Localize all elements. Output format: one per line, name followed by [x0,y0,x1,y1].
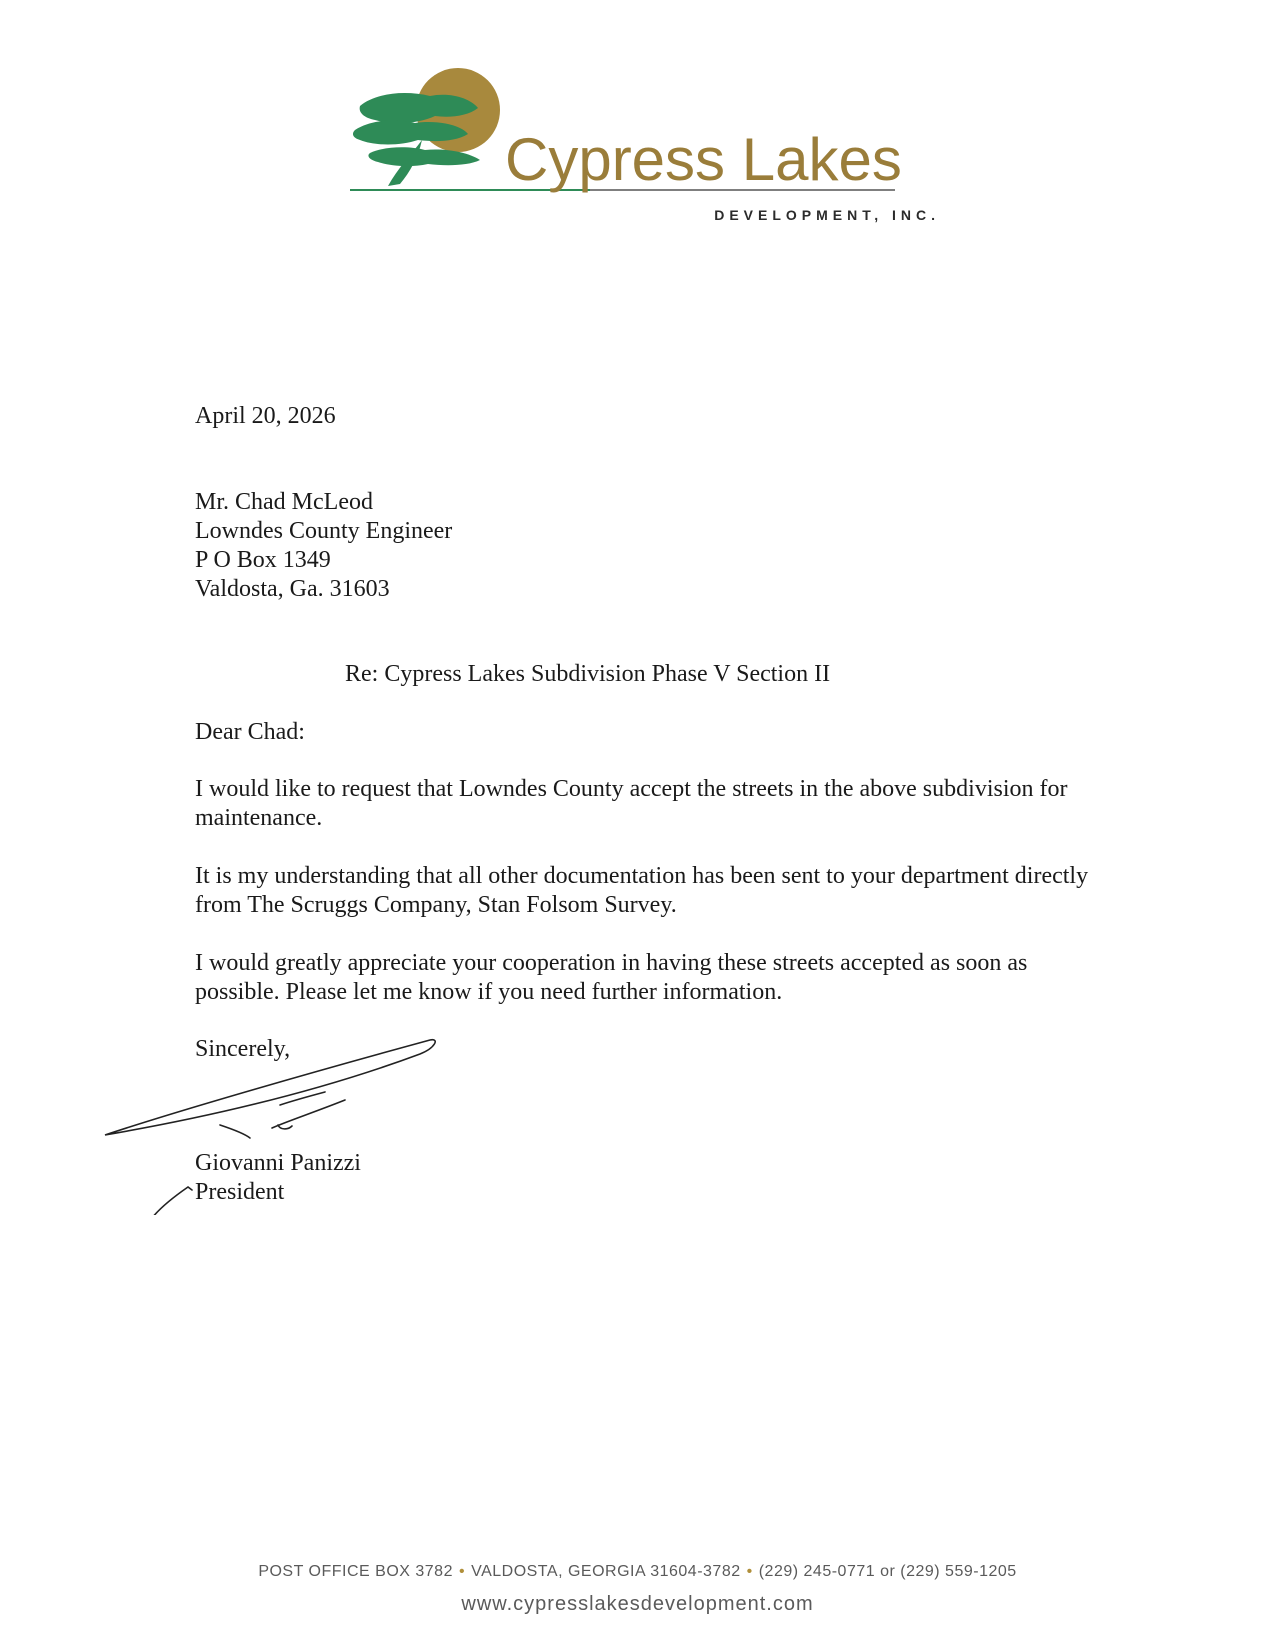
recipient-po-box: P O Box 1349 [195,547,331,573]
company-logo [350,68,940,228]
body-paragraph: It is my understanding that all other documentation has been sent to your department directly from The Scruggs Company, Stan Folsom Survey. [195,863,1089,918]
footer-separator: • [458,1563,466,1580]
body-paragraph: I would greatly appreciate your cooperation in having these streets accepted as soon as possible. Please let me know if you need further information. [195,950,1028,1005]
salutation: Dear Chad: [195,719,305,745]
body-paragraph: I would like to request that Lowndes County accept the streets in the above subdivision for maintenance. [195,776,1068,831]
signer-block [195,1149,1095,1207]
recipient-name: Mr. Chad McLeod [195,489,373,515]
letter-date: April 20, 2026 [195,403,336,429]
signer-name: Giovanni Panizzi [195,1150,361,1176]
footer-po-box: POST OFFICE BOX 3782 [258,1563,453,1580]
footer-city: VALDOSTA, GEORGIA 31604-3782 [471,1563,741,1580]
signer-title: President [195,1179,285,1205]
closing: Sincerely, [195,1036,291,1062]
footer-address [0,1563,1275,1581]
footer-separator: • [746,1563,753,1580]
recipient-city: Valdosta, Ga. 31603 [195,576,390,602]
footer-website: www.cypresslakesdevelopment.com [461,1593,814,1615]
recipient-title: Lowndes County Engineer [195,518,453,544]
company-name: Cypress Lakes [505,126,902,193]
subject-line: Re: Cypress Lakes Subdivision Phase V Section II [345,661,831,687]
footer-phone: (229) 245-0771 or (229) 559-1205 [758,1563,1017,1580]
recipient-address [195,488,1095,604]
company-suffix: DEVELOPMENT, INC. [714,207,940,223]
